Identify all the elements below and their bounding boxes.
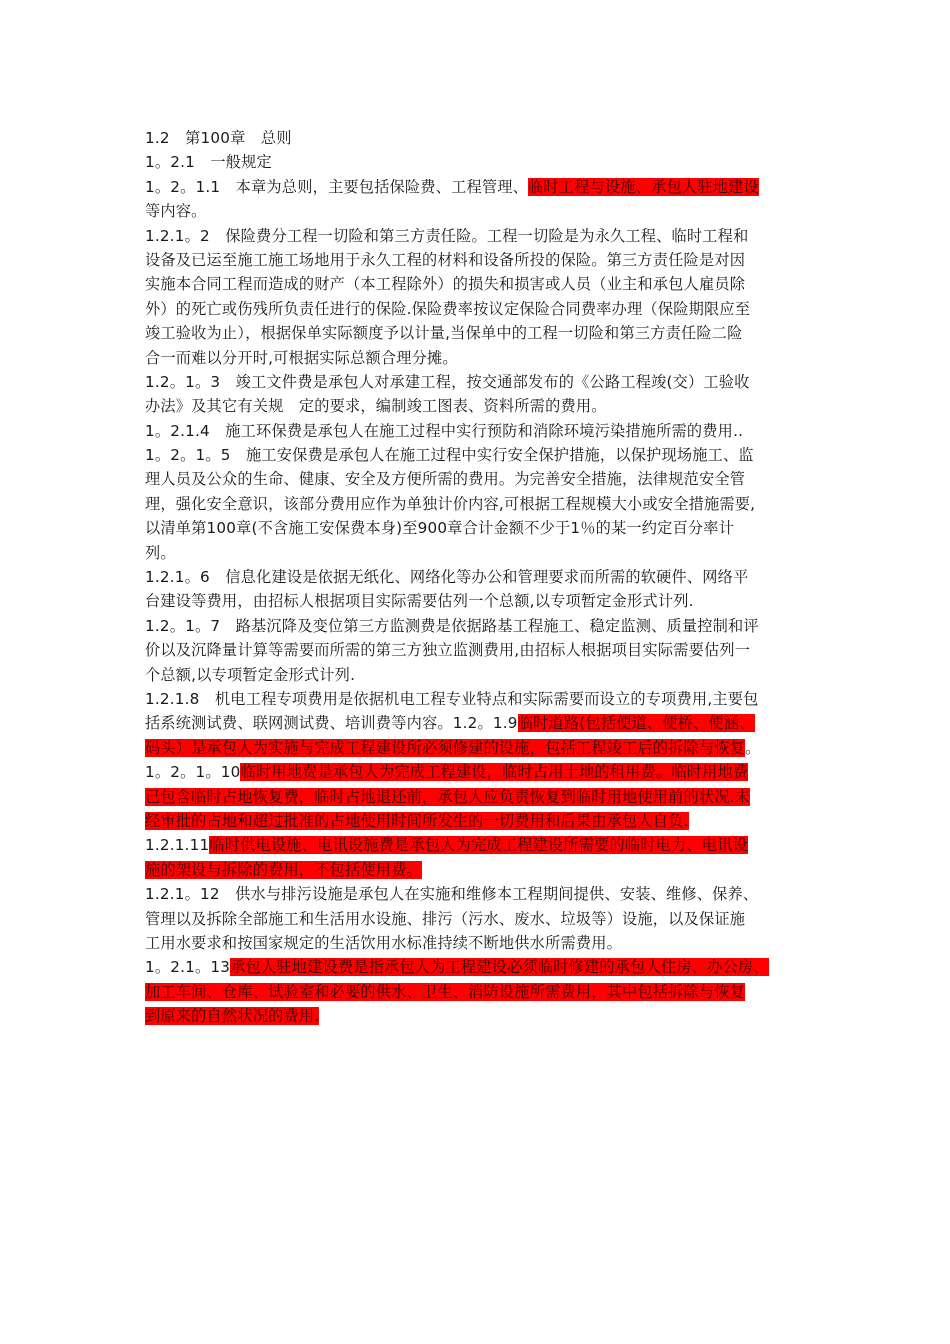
text-line: [145, 565, 813, 589]
text-line: [145, 589, 813, 613]
text-line: [145, 638, 813, 662]
text-line: [145, 614, 813, 638]
text-line: [145, 809, 813, 833]
highlighted-text: 临时供电设施、电讯设施费是承包人为完成工程建设所需要的临时电力、电讯设: [209, 836, 748, 855]
text-line: [145, 931, 813, 955]
text-segment: 合一而难以分开时,可根据实际总额合理分摊。: [145, 348, 458, 367]
document-body: [145, 126, 813, 1028]
text-line: [145, 321, 813, 345]
highlighted-text: 承包人驻地建设费是指承包人为工程建设必须临时修建的承包人住房、办公房、: [230, 958, 769, 977]
text-segment: 。: [745, 738, 761, 757]
text-segment: 1.2.1。2 保险费分工程一切险和第三方责任险。工程一切险是为永久工程、临时工程和: [145, 226, 749, 245]
text-segment: 办法》及其它有关规 定的要求，编制竣工图表、资料所需的费用。: [145, 397, 607, 416]
text-line: [145, 1004, 813, 1028]
text-line: [145, 833, 813, 857]
text-line: [145, 150, 813, 174]
text-line: [145, 980, 813, 1004]
text-segment: 1。2.1.4 施工环保费是承包人在施工过程中实行预防和消除环境污染措施所需的费用..: [145, 421, 744, 440]
text-line: [145, 443, 813, 467]
text-segment: 工用水要求和按国家规定的生活饮用水标准持续不断地供水所需费用。: [145, 933, 623, 952]
text-segment: 1。2。1。10: [145, 763, 241, 782]
text-segment: 价以及沉降量计算等需要而所需的第三方独立监测费用,由招标人根据项目实际需要估列一: [145, 641, 751, 660]
text-segment: 理人员及公众的生命、健康、安全及方便所需的费用。为完善安全措施，法律规范安全管: [145, 470, 746, 489]
text-segment: 实施本合同工程而造成的财产（本工程除外）的损失和损害或人员（业主和承包人雇员除: [145, 275, 746, 294]
text-line: [145, 199, 813, 223]
text-line: [145, 272, 813, 296]
text-segment: 1。2。1。5 施工安保费是承包人在施工过程中实行安全保护措施，以保护现场施工、监: [145, 446, 754, 465]
text-line: [145, 516, 813, 540]
text-segment: 1.2.1.8 机电工程专项费用是依据机电工程专业特点和实际需要而设立的专项费用,主要包: [145, 689, 759, 708]
highlighted-text: 加工车间、仓库、试验室和必要的供水、卫生、消防设施所需费用，其中包括拆除与恢复: [145, 982, 746, 1001]
text-line: [145, 663, 813, 687]
text-line: [145, 736, 813, 760]
text-line: [145, 126, 813, 150]
text-segment: 1.2.1。12 供水与排污设施是承包人在实施和维修本工程期间提供、安装、维修、保养、: [145, 885, 759, 904]
text-segment: 列。: [145, 543, 176, 562]
text-line: [145, 419, 813, 443]
text-segment: 设备及已运至施工施工场地用于永久工程的材料和设备所投的保险。第三方责任险是对因: [145, 250, 746, 269]
highlighted-text: 已包含临时占地恢复费，临时占地退还前，承包人应负责恢复到临时用地使用前的状况.未: [145, 787, 751, 806]
text-segment: 以清单第100章(不含施工安保费本身)至900章合计金额不少于1％的某一约定百分率计: [145, 519, 735, 538]
text-segment: 1.2。1。3 竣工文件费是承包人对承建工程，按交通部发布的《公路工程竣(交）工验收: [145, 372, 750, 391]
text-segment: 1。2。1.1 本章为总则，主要包括保险费、工程管理、: [145, 177, 529, 196]
text-line: [145, 492, 813, 516]
text-segment: 理，强化安全意识，该部分费用应作为单独计价内容,可根据工程规模大小或安全措施需要,: [145, 494, 756, 513]
text-line: [145, 394, 813, 418]
highlighted-text: 临时工程与设施、承包人驻地建设: [528, 177, 759, 196]
text-line: [145, 541, 813, 565]
text-line: [145, 687, 813, 711]
text-line: [145, 760, 813, 784]
text-line: [145, 907, 813, 931]
text-segment: 1.2.1。6 信息化建设是依据无纸化、网络化等办公和管理要求而所需的软硬件、网络平: [145, 568, 749, 587]
text-line: [145, 297, 813, 321]
highlighted-text: 临时用地费是承包人为完成工程建设，临时占用土地的租用费。临时用地费: [240, 763, 749, 782]
text-line: [145, 955, 813, 979]
text-line: [145, 248, 813, 272]
text-segment: 外）的死亡或伤残所负责任进行的保险.保险费率按议定保险合同费率办理（保险期限应至: [145, 299, 751, 318]
text-segment: 1.2。1。7 路基沉降及变位第三方监测费是依据路基工程施工、稳定监测、质量控制和评: [145, 616, 759, 635]
highlighted-text: 到原来的自然状况的费用.: [145, 1007, 320, 1026]
highlighted-text: 施的架设与拆除的费用，不包括使用费。: [145, 860, 422, 879]
text-segment: 1.2.1.11: [145, 836, 210, 855]
text-segment: 括系统测试费、联网测试费、培训费等内容。1.2。1.9: [145, 714, 518, 733]
highlighted-text: 临时道路(包括便道、便桥、便涵、: [517, 714, 755, 733]
text-segment: 1。2.1。13: [145, 958, 231, 977]
text-line: [145, 175, 813, 199]
text-line: [145, 370, 813, 394]
text-segment: 台建设等费用，由招标人根据项目实际需要估列一个总额,以专项暂定金形式计列.: [145, 592, 694, 611]
text-line: [145, 346, 813, 370]
text-segment: 个总额,以专项暂定金形式计列.: [145, 665, 356, 684]
text-segment: 1。2.1 一般规定: [145, 153, 272, 172]
highlighted-text: 码头）是承包人为实施与完成工程建设所必须修建的设施，包括工程竣工后的拆除与恢复: [145, 738, 746, 757]
text-segment: 竣工验收为止），根据保单实际额度予以计量,当保单中的工程一切险和第三方责任险二险: [145, 324, 743, 343]
text-line: [145, 711, 813, 735]
text-segment: 管理以及拆除全部施工和生活用水设施、排污（污水、废水、垃圾等）设施，以及保证施: [145, 909, 746, 928]
text-segment: 等内容。: [145, 202, 207, 221]
text-line: [145, 785, 813, 809]
text-line: [145, 467, 813, 491]
text-line: [145, 224, 813, 248]
text-line: [145, 858, 813, 882]
text-line: [145, 882, 813, 906]
text-segment: 1.2 第100章 总则: [145, 129, 292, 147]
highlighted-text: 经审批的占地和超过批准的占地使用时间所发生的一切费用和后果由承包人自负.: [145, 811, 689, 830]
